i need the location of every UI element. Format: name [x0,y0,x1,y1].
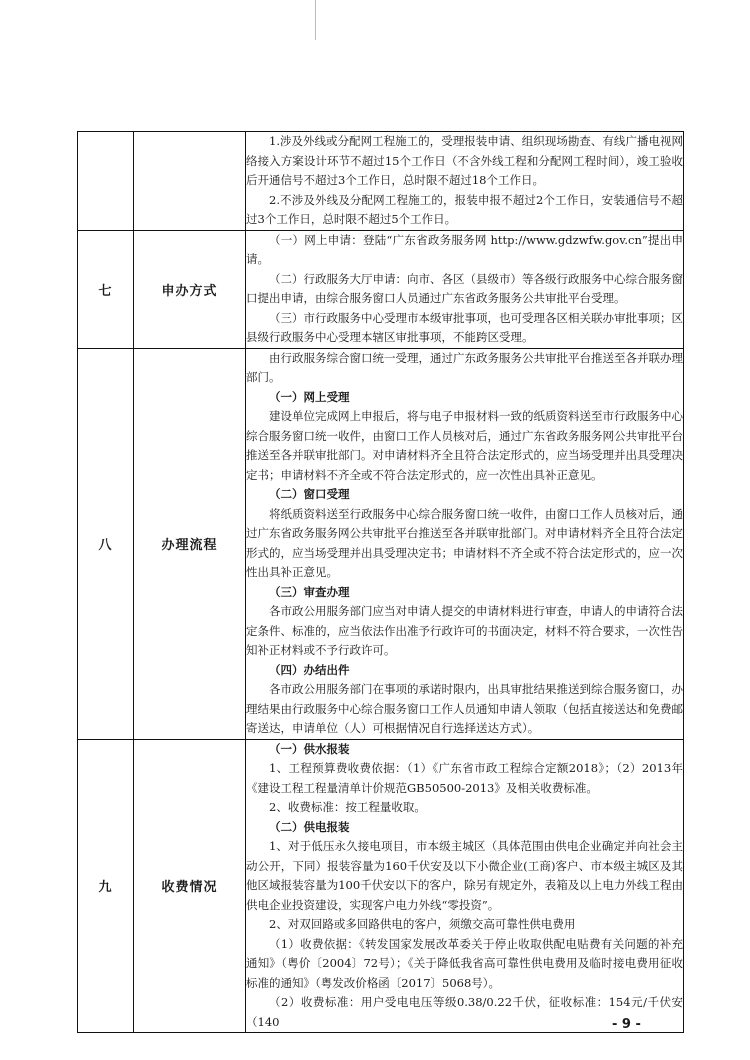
content-paragraph: （一）网上申请：登陆“广东省政务服务网 http://www.gdzwfw.gov.cn”提出申请。 [246,232,683,266]
content-paragraph: 建设单位完成网上申报后，将与电子申报材料一致的纸质资料送至市行政服务中心综合服务窗口统一收件，由窗口工作人员核对后，通过广东省政务服务网公共审批平台推送至各并联审批部门。对申请材料齐全且符合法定形式的，应当场受理并出具受理决定书；申请材料不齐全或不符合法定形式的，应一次性出具补正意见。 [246,409,683,482]
service-guide-table [77,131,684,1033]
table-row-process [78,348,684,739]
section-heading: （一）网上受理 [269,389,350,404]
row-content [246,132,684,231]
scan-crease-mark [315,0,316,40]
content-paragraph: 各市政公用服务部门应当对申请人提交的申请材料进行审查，申请人的申请符合法定条件、标准的，应当依法作出准予行政许可的书面决定，材料不符合要求，一次性告知补正材料或不予行政许可。 [246,604,683,657]
section-heading: （四）办结出件 [269,662,350,677]
section-heading: （二）窗口受理 [269,487,350,501]
row-number-cell [78,132,134,231]
content-paragraph: 将纸质资料送至行政服务中心综合服务窗口统一收件，由窗口工作人员核对后，通过广东省政务服务网公共审批平台推送至各并联审批部门。对申请材料齐全且符合法定形式的，应当场受理并出具受理决定书；申请材料不齐全或不符合法定形式的，应一次性出具补正意见。 [246,506,683,579]
row-content [246,230,684,348]
content-paragraph: 1.涉及外线或分配网工程施工的，受理报装申请、组织现场勘查、有线广播电视网络接入方案设计环节不超过15个工作日（不含外线工程和分配网工程时间），竣工验收后开通信号不超过3个工作日，总时限不超过18个工作日。 [246,134,683,187]
row-number: 七 [78,230,134,348]
table-row-application-method [78,230,684,348]
content-paragraph: 各市政公用服务部门在事项的承诺时限内，出具审批结果推送到综合服务窗口，办理结果由行政服务中心综合服务窗口工作人员通知申请人领取（包括直接送达和免费邮寄送达，申请单位（人）可根据情况自行选择送达方式）。 [246,682,683,735]
content-paragraph: （1）收费依据：《转发国家发展改革委关于停止收取供配电贴费有关问题的补充通知》（粤价〔2004〕72号）；《关于降低我省高可靠性供电费用及临时接电费用征收标准的通知》（粤发改价格函〔2017〕5068号）。 [246,936,683,990]
section-heading: （三）审查办理 [269,584,350,599]
page-number: - 9 - [612,1017,641,1032]
row-label-cell [134,132,246,231]
content-paragraph: 1、工程预算费收费依据：（1）《广东省市政工程综合定额2018》；（2）2013年《建设工程工程量清单计价规范GB50500-2013》及相关收费标准。 [246,761,683,795]
section-heading: （二）供电报装 [269,819,350,834]
content-paragraph: 1、对于低压永久接电项目，市本级主城区（具体范围由供电企业确定并向社会主动公开，下同）报装容量为160千伏安及以下小微企业(工商)客户、市本级主城区及其他区域报装容量为100千伏安以下的客户，除另有规定外，表箱及以上电力外线工程由供电企业投资建设，实现客户电力外线“零投资”。 [246,839,683,912]
content-paragraph: 2、收费标准：按工程量收取。 [269,800,426,814]
row-label: 办理流程 [134,348,246,739]
row-label: 申办方式 [134,230,246,348]
row-number: 八 [78,348,134,739]
content-paragraph: （2）收费标准：用户受电电压等级0.38/0.22千伏，征收标准：154元/千伏安（140 [246,995,683,1029]
row-content [246,348,684,739]
table-row-fees [78,739,684,1033]
content-paragraph: 2.不涉及外线及分配网工程施工的，报装申报不超过2个工作日，安装通信号不超过3个工作日，总时限不超过5个工作日。 [246,192,683,226]
row-content [246,739,684,1033]
content-paragraph: 由行政服务综合窗口统一受理，通过广东政务服务公共审批平台推送至各并联办理部门。 [246,350,683,384]
content-paragraph: （二）行政服务大厅申请：向市、各区（县级市）等各级行政服务中心综合服务窗口提出申请，由综合服务窗口人员通过广东省政务服务公共审批平台受理。 [246,271,683,305]
content-paragraph: 2、对双回路或多回路供电的客户，须缴交高可靠性供电费用 [269,917,576,931]
content-paragraph: （三）市行政服务中心受理市本级审批事项，也可受理各区相关联办审批事项；区县级行政服务中心受理本辖区审批事项，不能跨区受理。 [246,310,683,344]
table-row-time-limit-continued [78,132,684,231]
row-label: 收费情况 [134,739,246,1033]
row-number: 九 [78,739,134,1033]
section-heading: （一）供水报装 [269,741,350,756]
